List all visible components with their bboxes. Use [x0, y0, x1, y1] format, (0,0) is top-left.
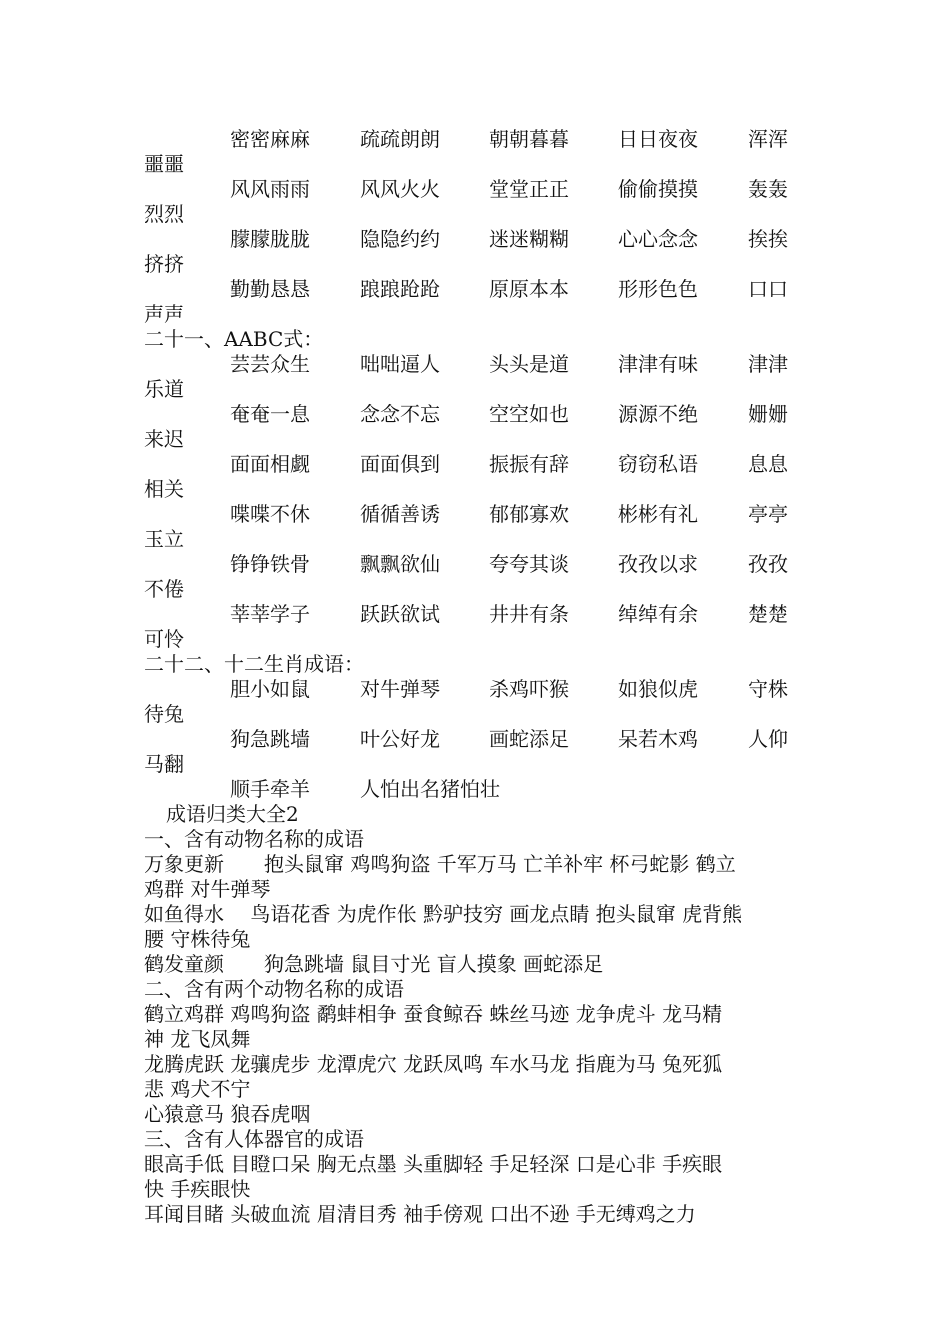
aabc-idiom: 楚楚	[748, 602, 788, 626]
aabc-idiom: 奄奄一息	[230, 402, 310, 426]
aabc-idiom: 飘飘欲仙	[360, 552, 440, 576]
aabc-idiom: 井井有条	[489, 602, 569, 626]
zodiac-idiom-continuation: 马翻	[144, 752, 184, 776]
zodiac-idiom: 狗急跳墙	[230, 727, 310, 751]
idiom-list-text: 鹤发童颜 狗急跳墙 鼠目寸光 盲人摸象 画蛇添足	[144, 952, 604, 976]
zodiac-idiom: 如狼似虎	[618, 677, 698, 701]
idiom-list-text: 耳闻目睹 头破血流 眉清目秀 袖手傍观 口出不逊 手无缚鸡之力	[144, 1202, 696, 1226]
zodiac-idiom: 叶公好龙	[360, 727, 440, 751]
aabb-idiom-continuation: 烈烈	[144, 202, 184, 226]
aabc-idiom: 念念不忘	[360, 402, 440, 426]
list-section-heading-text: 三、含有人体器官的成语	[144, 1127, 364, 1151]
aabc-idiom: 振振有辞	[489, 452, 569, 476]
idiom-list-text: 鹤立鸡群 鸡鸣狗盗 鹬蚌相争 蚕食鲸吞 蛛丝马迹 龙争虎斗 龙马精	[144, 1002, 723, 1026]
aabb-idiom: 勤勤恳恳	[230, 277, 310, 301]
idiom-list-text: 眼高手低 目瞪口呆 胸无点墨 头重脚轻 手足轻深 口是心非 手疾眼	[144, 1152, 723, 1176]
aabc-idiom: 亭亭	[748, 502, 788, 526]
aabb-idiom: 浑浑	[748, 127, 788, 151]
aabc-idiom: 息息	[748, 452, 788, 476]
zodiac-idiom: 人怕出名猪怕壮	[360, 777, 500, 801]
aabc-idiom: 姗姗	[748, 402, 788, 426]
idiom-list-text: 悲 鸡犬不宁	[144, 1077, 251, 1101]
zodiac-idiom: 画蛇添足	[489, 727, 569, 751]
aabb-idiom: 朝朝暮暮	[489, 127, 569, 151]
aabb-idiom: 形形色色	[618, 277, 698, 301]
aabc-idiom: 夸夸其谈	[489, 552, 569, 576]
zodiac-idiom: 杀鸡吓猴	[489, 677, 569, 701]
aabc-idiom: 源源不绝	[618, 402, 698, 426]
aabc-idiom: 津津	[748, 352, 788, 376]
zodiac-idiom: 对牛弹琴	[360, 677, 440, 701]
aabc-idiom: 跃跃欲试	[360, 602, 440, 626]
aabb-idiom: 口口	[748, 277, 788, 301]
aabc-idiom: 面面相觑	[230, 452, 310, 476]
aabc-idiom-continuation: 玉立	[144, 527, 184, 551]
aabc-idiom: 津津有味	[618, 352, 698, 376]
aabc-idiom: 孜孜	[748, 552, 788, 576]
aabb-idiom: 疏疏朗朗	[360, 127, 440, 151]
idiom-list-text: 鸡群 对牛弹琴	[144, 877, 271, 901]
aabc-idiom-continuation: 不倦	[144, 577, 184, 601]
aabb-idiom: 隐隐约约	[360, 227, 440, 251]
idiom-list-text: 如鱼得水 鸟语花香 为虎作伥 黔驴技穷 画龙点睛 抱头鼠窜 虎背熊	[144, 902, 743, 926]
aabb-idiom-continuation: 噩噩	[144, 152, 184, 176]
aabc-idiom: 头头是道	[489, 352, 569, 376]
aabc-idiom: 循循善诱	[360, 502, 440, 526]
aabb-idiom: 踉踉跄跄	[360, 277, 440, 301]
idiom-list-text: 心猿意马 狼吞虎咽	[144, 1102, 311, 1126]
aabb-idiom: 密密麻麻	[230, 127, 310, 151]
aabb-idiom: 堂堂正正	[489, 177, 569, 201]
zodiac-heading-text: 二十二、十二生肖成语：	[144, 652, 364, 676]
idiom-list-text: 腰 守株待兔	[144, 927, 251, 951]
aabc-idiom: 窃窃私语	[618, 452, 698, 476]
aabc-idiom-continuation: 乐道	[144, 377, 184, 401]
aabc-idiom: 绰绰有余	[618, 602, 698, 626]
aabc-heading-text: 二十一、AABC式：	[144, 327, 324, 351]
aabc-idiom: 彬彬有礼	[618, 502, 698, 526]
zodiac-idiom: 呆若木鸡	[618, 727, 698, 751]
aabb-idiom: 心心念念	[618, 227, 698, 251]
aabc-idiom: 芸芸众生	[230, 352, 310, 376]
aabb-idiom: 风风雨雨	[230, 177, 310, 201]
aabb-idiom: 偷偷摸摸	[618, 177, 698, 201]
idiom-list-text: 万象更新 抱头鼠窜 鸡鸣狗盗 千军万马 亡羊补牢 杯弓蛇影 鹤立	[144, 852, 736, 876]
aabc-idiom: 空空如也	[489, 402, 569, 426]
aabb-idiom: 原原本本	[489, 277, 569, 301]
aabc-idiom: 喋喋不休	[230, 502, 310, 526]
list-section-heading-text: 二、含有两个动物名称的成语	[144, 977, 404, 1001]
idiom-list-text: 快 手疾眼快	[144, 1177, 251, 1201]
zodiac-idiom: 顺手牵羊	[230, 777, 310, 801]
aabc-idiom-continuation: 可怜	[144, 627, 184, 651]
aabc-idiom: 铮铮铁骨	[230, 552, 310, 576]
aabb-idiom-continuation: 挤挤	[144, 252, 184, 276]
aabc-idiom: 咄咄逼人	[360, 352, 440, 376]
aabc-idiom: 面面俱到	[360, 452, 440, 476]
aabb-idiom: 朦朦胧胧	[230, 227, 310, 251]
zodiac-idiom: 胆小如鼠	[230, 677, 310, 701]
aabb-idiom: 挨挨	[748, 227, 788, 251]
aabb-idiom: 日日夜夜	[618, 127, 698, 151]
zodiac-idiom: 守株	[748, 677, 788, 701]
idiom-list-text: 龙腾虎跃 龙骧虎步 龙潭虎穴 龙跃凤鸣 车水马龙 指鹿为马 兔死狐	[144, 1052, 723, 1076]
idiom-list-text: 神 龙飞凤舞	[144, 1027, 251, 1051]
aabb-idiom-continuation: 声声	[144, 302, 184, 326]
aabc-idiom: 郁郁寡欢	[489, 502, 569, 526]
list-section-heading-text: 一、含有动物名称的成语	[144, 827, 364, 851]
aabc-idiom-continuation: 相关	[144, 477, 184, 501]
aabb-idiom: 风风火火	[360, 177, 440, 201]
zodiac-idiom: 人仰	[748, 727, 788, 751]
subtitle-text: 成语归类大全2	[166, 802, 299, 826]
aabb-idiom: 迷迷糊糊	[489, 227, 569, 251]
aabc-idiom-continuation: 来迟	[144, 427, 184, 451]
aabc-idiom: 孜孜以求	[618, 552, 698, 576]
aabc-idiom: 莘莘学子	[230, 602, 310, 626]
aabb-idiom: 轰轰	[748, 177, 788, 201]
zodiac-idiom-continuation: 待兔	[144, 702, 184, 726]
